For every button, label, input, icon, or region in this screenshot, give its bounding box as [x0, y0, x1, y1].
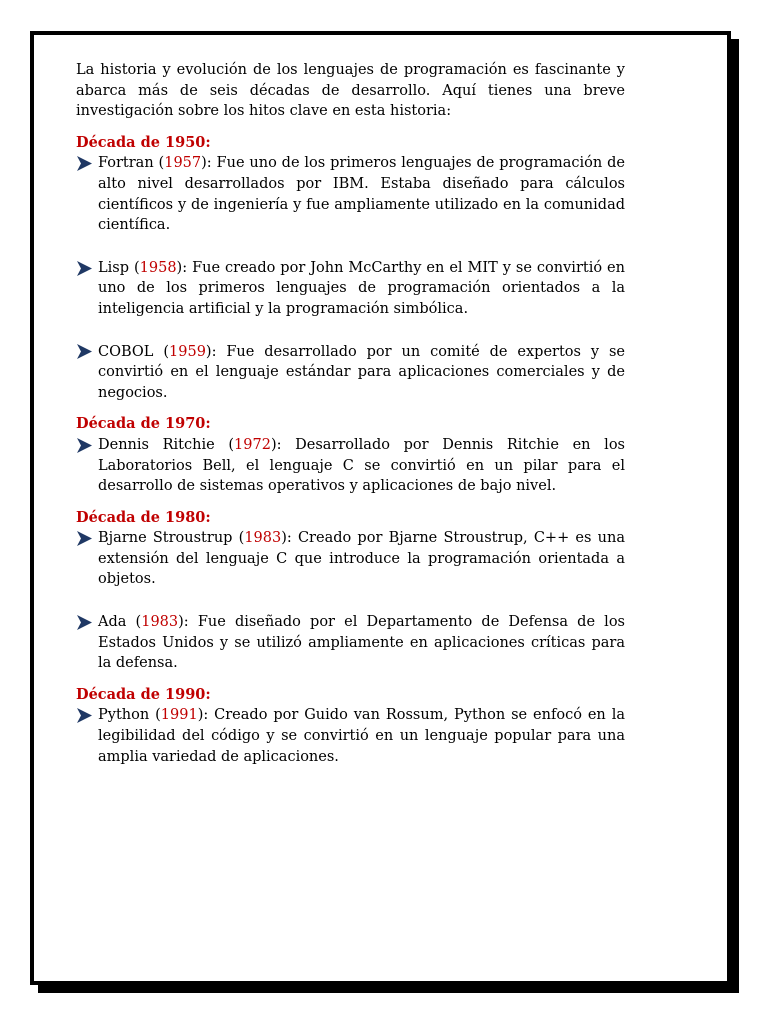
item-name: Fortran	[98, 155, 154, 172]
list-item-bjarne-stroustrup	[76, 528, 625, 590]
decade-heading-1950: Década de 1950:	[76, 133, 211, 151]
item-name: Lisp	[98, 259, 129, 276]
item-year: 1959	[169, 343, 206, 360]
list-item-fortran	[76, 153, 625, 235]
item-year: 1983	[244, 530, 282, 547]
item-name: Ada	[98, 614, 127, 631]
item-description: ): Desarrollado por Dennis Ritchie en los Laboratorios Bell, el lenguaje C se convirtió en un pilar para el desarrollo de sistemas operativos y aplicaciones de bajo nivel.	[98, 436, 625, 495]
list-item-ada	[76, 612, 625, 674]
arrow-bullet-icon	[76, 342, 98, 363]
item-text: Bjarne Stroustrup (1983): Creado por Bjarne Stroustrup, C++ es una extensión del lenguaje C que introduce la programación orientada a objetos.	[98, 530, 625, 588]
list-item-lisp	[76, 258, 625, 320]
arrow-bullet-icon	[76, 153, 98, 174]
intro-paragraph: La historia y evolución de los lenguajes de programación es fascinante y abarca más de seis décadas de desarrollo. Aquí tienes una breve investigación sobre los hitos clave en esta historia:	[76, 62, 625, 120]
item-year: 1957	[164, 155, 202, 172]
item-description: ): Fue creado por John McCarthy en el MIT y se convirtió en uno de los primeros lenguajes de programación orientados a la inteligencia artificial y la programación simbólica.	[98, 259, 625, 317]
list-item-dennis-ritchie	[76, 435, 625, 497]
document-content	[76, 60, 625, 767]
item-text: COBOL (1959): Fue desarrollado por un comité de expertos y se convirtió en el lenguaje estándar para aplicaciones comerciales y de negocios.	[98, 343, 625, 401]
item-description: ): Fue diseñado por el Departamento de Defensa de los Estados Unidos y se utilizó ampliamente en aplicaciones críticas para la defensa.	[98, 614, 625, 672]
item-year: 1972	[234, 436, 271, 453]
item-text: Dennis Ritchie (1972): Desarrollado por Dennis Ritchie en los Laboratorios Bell, el lenguaje C se convirtió en un pilar para el desarrollo de sistemas operativos y aplicaciones de bajo nivel.	[98, 436, 625, 495]
arrow-bullet-icon	[76, 612, 98, 633]
item-name: Dennis Ritchie	[98, 436, 215, 453]
decade-heading-1990: Década de 1990:	[76, 685, 211, 703]
item-description: ): Creado por Guido van Rossum, Python se enfocó en la legibilidad del código y se convirtió en un lenguaje popular para una amplia variedad de aplicaciones.	[98, 707, 625, 765]
decade-heading-1970: Década de 1970:	[76, 415, 211, 433]
arrow-bullet-icon	[76, 705, 98, 726]
arrow-bullet-icon	[76, 435, 98, 456]
list-item-python	[76, 705, 625, 767]
item-name: Bjarne Stroustrup	[98, 530, 233, 547]
arrow-bullet-icon	[76, 258, 98, 279]
item-year: 1958	[139, 259, 177, 276]
item-text: Ada (1983): Fue diseñado por el Departamento de Defensa de los Estados Unidos y se utilizó ampliamente en aplicaciones críticas para la defensa.	[98, 614, 625, 672]
item-description: ): Creado por Bjarne Stroustrup, C++ es una extensión del lenguaje C que introduce la programación orientada a objetos.	[98, 530, 625, 588]
decade-heading-1980: Década de 1980:	[76, 508, 211, 526]
item-name: COBOL	[98, 343, 154, 360]
item-year: 1991	[160, 707, 198, 724]
item-text: Python (1991): Creado por Guido van Rossum, Python se enfocó en la legibilidad del código y se convirtió en un lenguaje popular para una amplia variedad de aplicaciones.	[98, 707, 625, 765]
arrow-bullet-icon	[76, 528, 98, 549]
item-text: Lisp (1958): Fue creado por John McCarthy en el MIT y se convirtió en uno de los primeros lenguajes de programación orientados a la inteligencia artificial y la programación simbólica.	[98, 259, 625, 317]
item-text: Fortran (1957): Fue uno de los primeros lenguajes de programación de alto nivel desarrollados por IBM. Estaba diseñado para cálculos científicos y de ingeniería y fue ampliamente utilizado en la comunidad científica.	[98, 155, 625, 234]
item-name: Python	[98, 707, 150, 724]
item-description: ): Fue uno de los primeros lenguajes de programación de alto nivel desarrollados por IBM. Estaba diseñado para cálculos científicos y de ingeniería y fue ampliamente utilizado en la comunidad científica.	[98, 155, 625, 234]
list-item-cobol	[76, 342, 625, 404]
item-year: 1983	[141, 614, 179, 631]
item-description: ): Fue desarrollado por un comité de expertos y se convirtió en el lenguaje estándar para aplicaciones comerciales y de negocios.	[98, 343, 625, 401]
